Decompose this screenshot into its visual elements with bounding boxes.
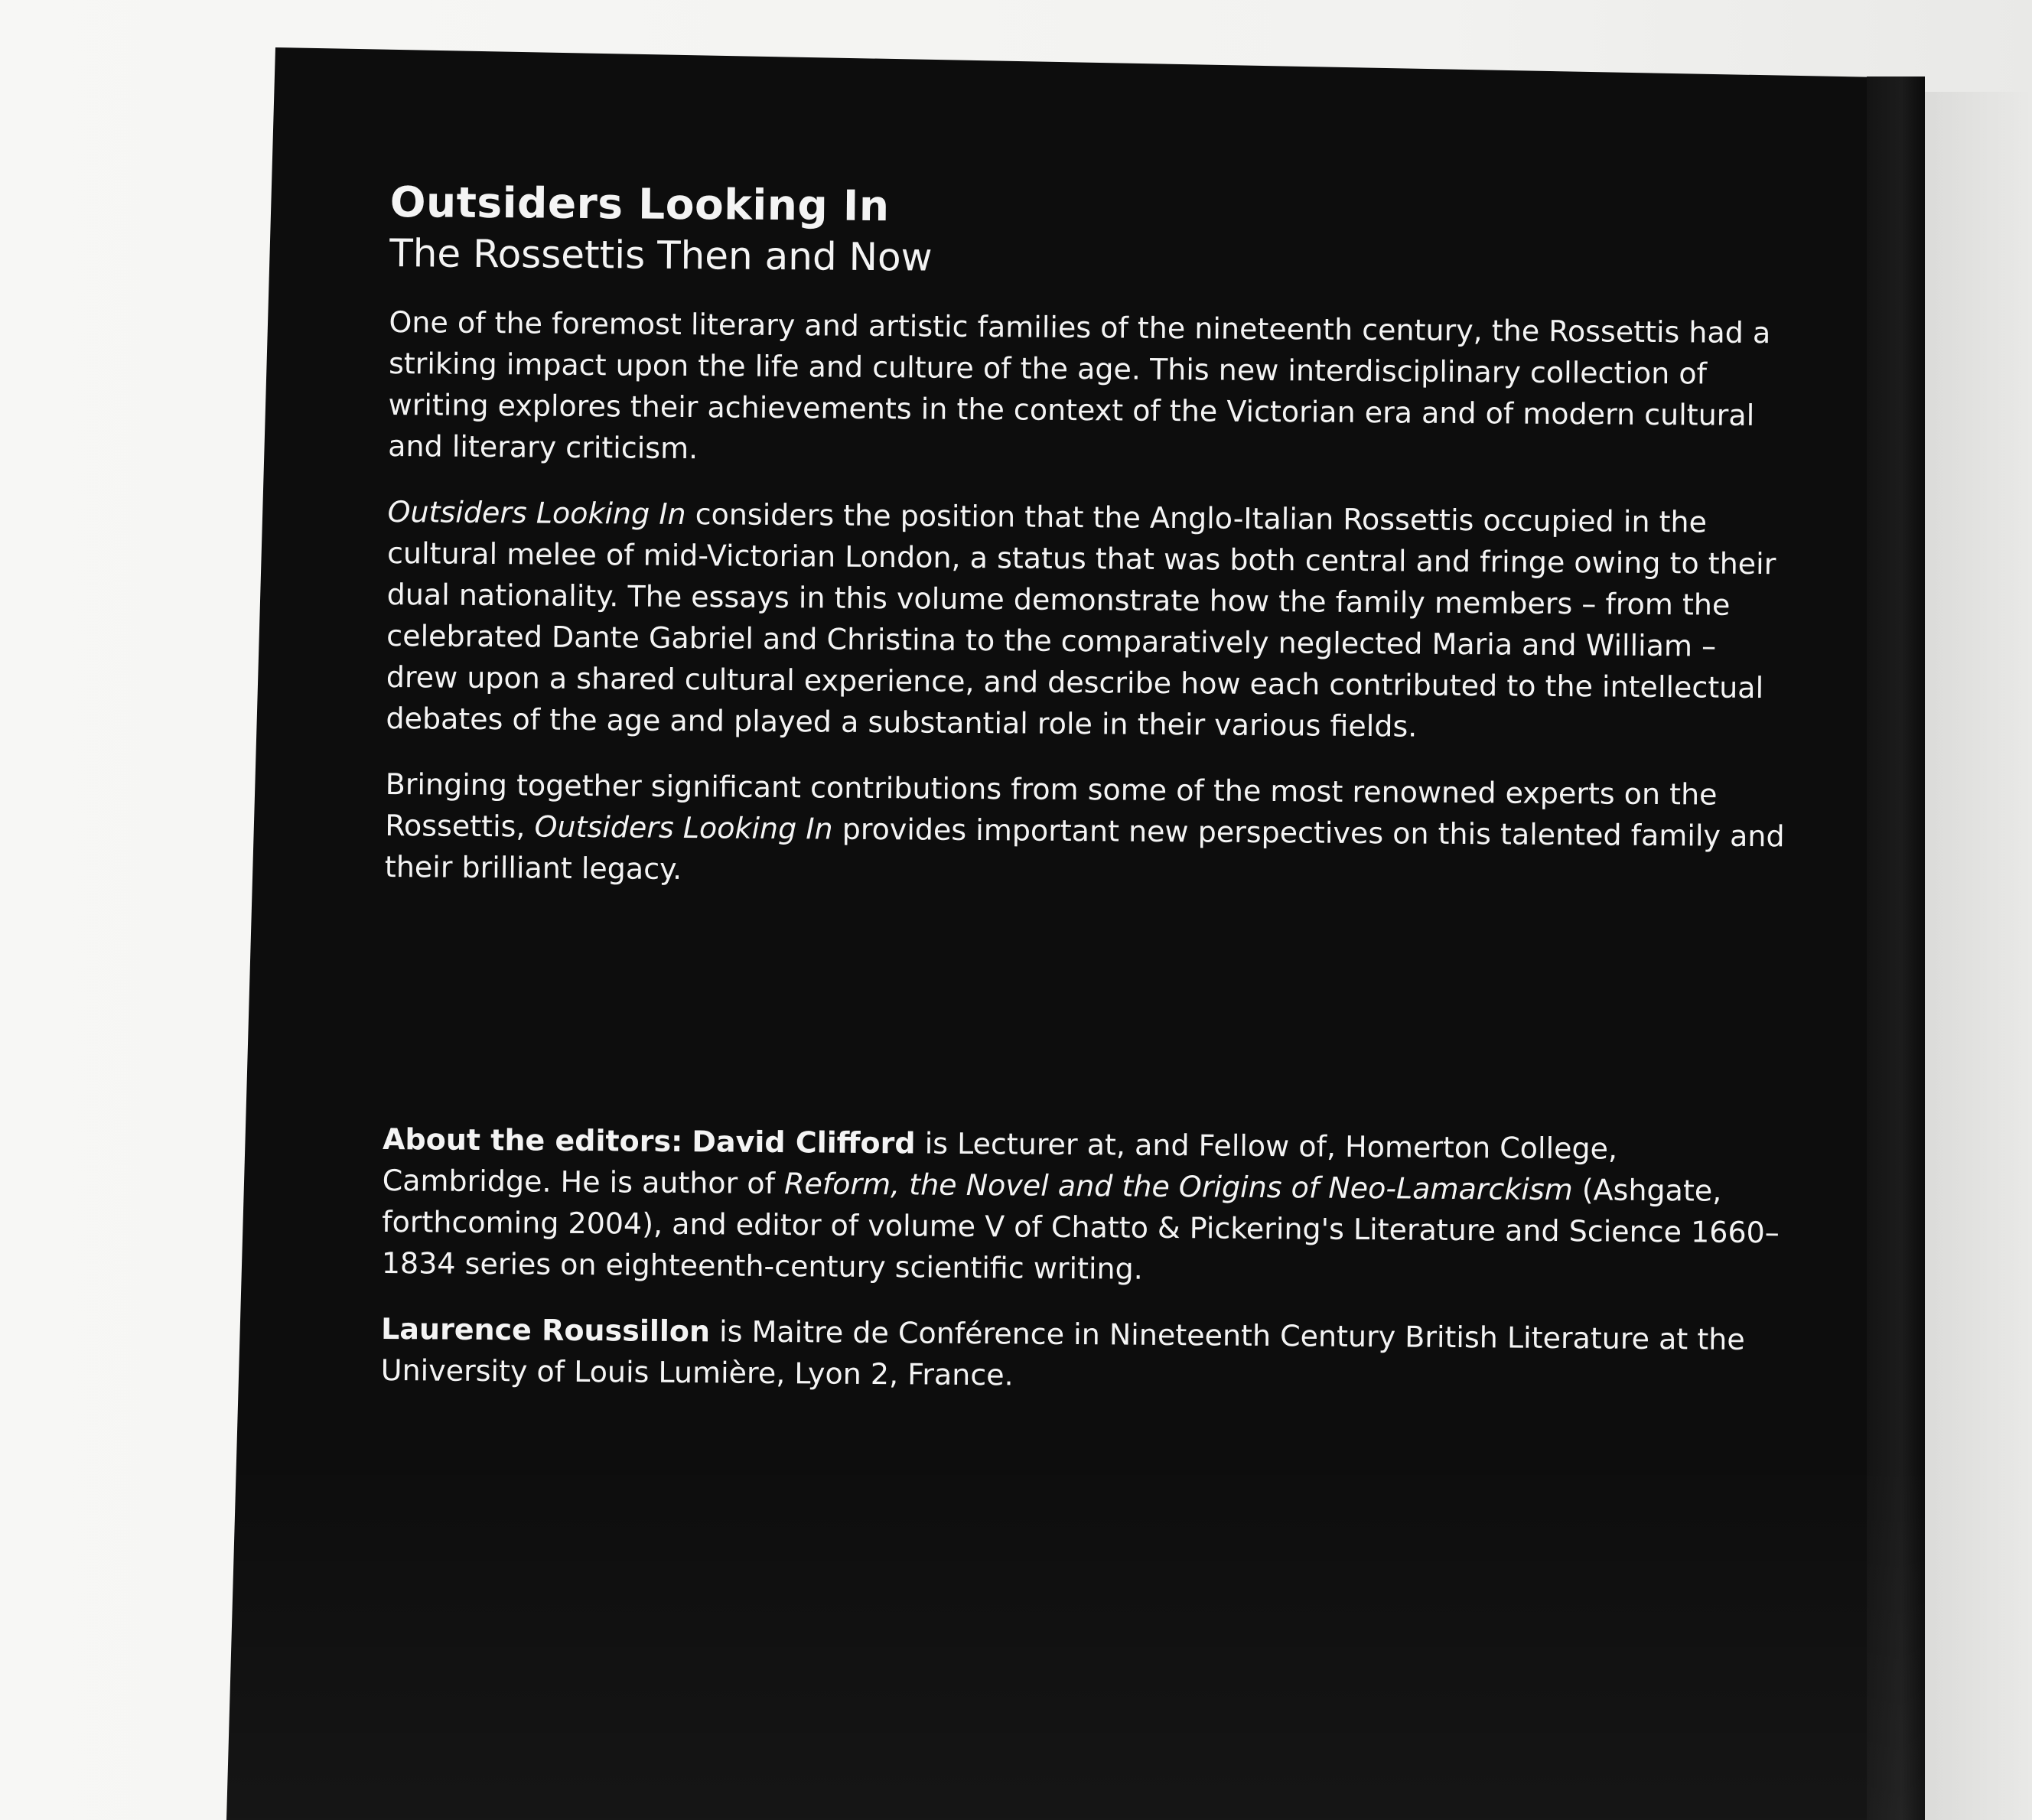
blurb-paragraph-3	[385, 763, 1786, 898]
blurb-p1-text: One of the foremost literary and artistic families of the nineteenth century, the Rossettis had a striking impact upon the life and culture of the age. This new interdisciplinary collection of writing explores their achievements in the context of the Victorian era and of modern cultural and literary criticism.	[388, 304, 1771, 466]
back-cover-text	[380, 176, 1790, 1426]
book-subtitle: The Rossettis Then and Now	[389, 230, 933, 280]
editor-1-name: David Clifford	[692, 1125, 916, 1161]
blurb-paragraph-1	[388, 301, 1789, 477]
editor-2-name: Laurence Roussillon	[380, 1311, 711, 1349]
blurb-p2-text: considers the position that the Anglo-Italian Rossettis occupied in the cultural melee of mid-Victorian London, a status that was both central and fringe owing to their dual nationality. The essays in this volume demonstrate how the family members – from the celebrated Dante Gabriel and Christina to the comparatively neglected Maria and William – drew upon a shared cultural experience, and describe how each contributed to the intellectual debates of the age and played a substantial role in their various fields.	[386, 497, 1776, 744]
blurb-p3-title: Outsiders Looking In	[534, 809, 833, 846]
editor-1-book-title: Reform, the Novel and the Origins of Neo-Lamarckism	[783, 1167, 1573, 1207]
editor-2-text: is Maitre de Conférence in Nineteenth Century British Literature at the University of Louis Lumière, Lyon 2, France.	[380, 1314, 1745, 1392]
editor-2-bio	[381, 1308, 1782, 1402]
book-title: Outsiders Looking In	[389, 177, 890, 231]
blurb-p3-start: Bringing together significant contributions from some of the most renowned experts on the Rossettis,	[385, 767, 1718, 844]
blurb-p2-title: Outsiders Looking In	[387, 494, 686, 532]
editor-1-bio	[382, 1118, 1783, 1294]
blurb-p3-end: provides important new perspectives on this talented family and their brilliant legacy.	[384, 812, 1785, 887]
editor-1-text-b: (Ashgate, forthcoming 2004), and editor of volume V of Chatto & Pickering's Literature and Science 1660–1834 series on eighteenth-century scientific writing.	[381, 1173, 1780, 1286]
spacer	[383, 912, 1784, 1129]
blurb-paragraph-2	[386, 491, 1787, 750]
editors-label: About the editors:	[382, 1122, 683, 1159]
editor-1-text-a: is Lecturer at, and Fellow of, Homerton College, Cambridge. He is author of	[382, 1126, 1618, 1201]
book-spine-edge	[1867, 77, 1925, 1820]
